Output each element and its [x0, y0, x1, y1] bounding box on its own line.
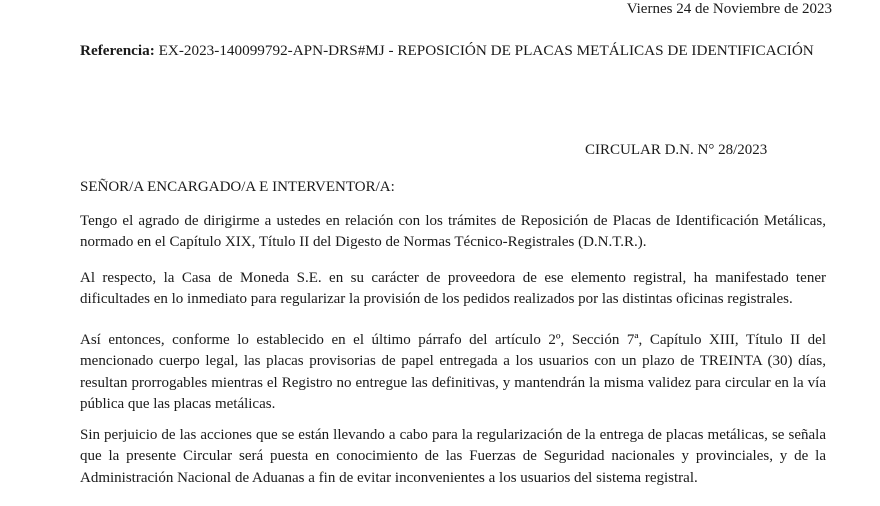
paragraph-1: Tengo el agrado de dirigirme a ustedes en relación con los trámites de Reposición de Placas de Identificación Metálicas, normado en el Capítulo XIX, Título II del Digesto de Normas Técnico-Registrales (D.N.T.R.).: [80, 213, 826, 251]
reference-label: Referencia:: [80, 42, 155, 59]
document-date: Viernes 24 de Noviembre de 2023: [626, 1, 832, 17]
paragraph-2: Al respecto, la Casa de Moneda S.E. en su carácter de proveedora de ese elemento registral, ha manifestado tener dificultades en lo inmediato para regularizar la provisión de los pedidos realizados por las distintas oficinas registrales.: [80, 270, 826, 308]
paragraph-4: Sin perjuicio de las acciones que se están llevando a cabo para la regularización de la entrega de placas metálicas, se señala que la presente Circular será puesta en conocimiento de las Fuerzas de Seguridad nacionales y provinciales, y de la Administración Nacional de Aduanas a fin de evitar inconvenientes a los usuarios del sistema registral.: [80, 427, 826, 486]
salutation: SEÑOR/A ENCARGADO/A E INTERVENTOR/A:: [80, 179, 395, 195]
reference-text: EX-2023-140099792-APN-DRS#MJ - REPOSICIÓN DE PLACAS METÁLICAS DE IDENTIFICACIÓN: [154, 42, 814, 59]
circular-number: CIRCULAR D.N. N° 28/2023: [585, 142, 768, 158]
reference-line: [80, 40, 820, 61]
paragraph-3: Así entonces, conforme lo establecido en el último párrafo del artículo 2º, Sección 7ª, Capítulo XIII, Título II del mencionado cuerpo legal, las placas provisorias de papel entregada a los usuarios con un plazo de TREINTA (30) días, resultan prorrogables mientras el Registro no entregue las definitivas, y mantendrán la misma validez para circular en la vía pública que las placas metálicas.: [80, 332, 826, 413]
